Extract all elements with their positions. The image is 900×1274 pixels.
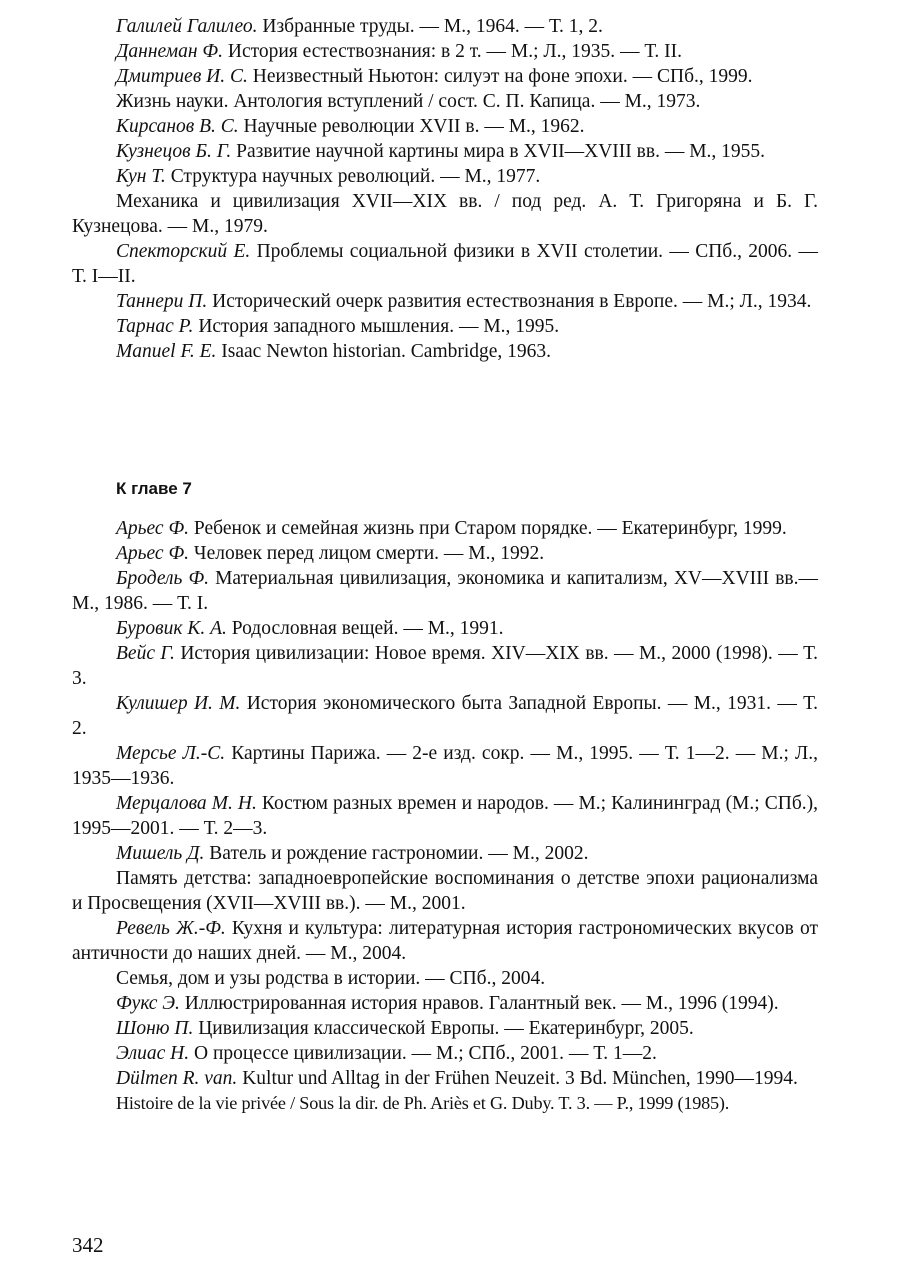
- entry-text: История естествознания: в 2 т. — М.; Л., 1935. — Т. II.: [222, 41, 682, 62]
- bibliography-entry: [72, 516, 818, 541]
- entry-text: История экономического быта Западной Европы. — М., 1931. — Т. 2.: [72, 693, 818, 739]
- entry-author: Кирсанов В. С.: [116, 116, 239, 137]
- entry-author: Мерсье Л.-С.: [116, 743, 226, 764]
- bibliography-entry: [72, 1016, 818, 1041]
- entry-author: Элиас Н.: [116, 1043, 190, 1064]
- entry-text: Kultur und Alltag in der Frühen Neuzeit. 3 Bd. München, 1990—1994.: [237, 1068, 798, 1089]
- entry-text: О процессе цивилизации. — М.; СПб., 2001. — Т. 1—2.: [189, 1043, 657, 1064]
- entry-author: Кузнецов Б. Г.: [116, 141, 232, 162]
- bibliography-entry: [72, 691, 818, 741]
- entry-author: Арьес Ф.: [116, 543, 190, 564]
- entry-text: Костюм разных времен и народов. — М.; Калининград (М.; СПб.), 1995—2001. — Т. 2—3.: [72, 793, 818, 839]
- entry-text: Иллюстрированная история нравов. Галантный век. — М., 1996 (1994).: [179, 993, 779, 1014]
- entry-author: Спекторский Е.: [116, 241, 251, 262]
- entry-text: Жизнь науки. Антология вступлений / сост. С. П. Капица. — М., 1973.: [116, 91, 701, 112]
- entry-author: Шоню П.: [116, 1018, 194, 1039]
- entry-text: Материальная цивилизация, экономика и капитализм, XV—XVIII вв.— М., 1986. — Т. I.: [72, 568, 818, 614]
- bibliography-entry: [72, 1041, 818, 1066]
- bibliography-entry: [72, 566, 818, 616]
- entry-text: Человек перед лицом смерти. — М., 1992.: [189, 543, 545, 564]
- entry-text: Ватель и рождение гастрономии. — М., 2002.: [204, 843, 589, 864]
- entry-text: Цивилизация классической Европы. — Екатеринбург, 2005.: [193, 1018, 694, 1039]
- bibliography-entry: [72, 541, 818, 566]
- entry-author: Галилей Галилео.: [116, 16, 258, 37]
- entry-author: Ревель Ж.-Ф.: [116, 918, 226, 939]
- entry-author: Фукс Э.: [116, 993, 180, 1014]
- page-number: 342: [72, 1233, 104, 1257]
- bibliography-entry: [72, 89, 818, 114]
- bibliography-entry: [72, 139, 818, 164]
- entry-author: Вейс Г.: [116, 643, 175, 664]
- entry-author: Dülmen R. van.: [116, 1068, 238, 1089]
- bibliography-entry: [72, 1091, 818, 1116]
- entry-author: Дмитриев И. С.: [116, 66, 248, 87]
- bibliography-entry: [72, 841, 818, 866]
- bibliography-entry: [72, 916, 818, 966]
- bibliography-entry: [72, 791, 818, 841]
- entry-text: Картины Парижа. — 2-е изд. сокр. — М., 1995. — Т. 1—2. — М.; Л., 1935—1936.: [72, 743, 818, 789]
- bibliography-entry: [72, 991, 818, 1016]
- bibliography-entry: [72, 616, 818, 641]
- bibliography-entry: [72, 114, 818, 139]
- bibliography-entry: [72, 189, 818, 239]
- entry-text: Развитие научной картины мира в XVII—XVIII вв. — М., 1955.: [231, 141, 766, 162]
- bibliography-entry: [72, 14, 818, 39]
- bibliography-entry: [72, 289, 818, 314]
- entry-author: Арьес Ф.: [116, 518, 190, 539]
- entry-text: Isaac Newton historian. Cambridge, 1963.: [216, 341, 552, 362]
- entry-text: Исторический очерк развития естествознания в Европе. — М.; Л., 1934.: [207, 291, 812, 312]
- entry-author: Мерцалова М. Н.: [116, 793, 257, 814]
- entry-text: Проблемы социальной физики в XVII столетии. — СПб., 2006. — Т. I—II.: [72, 241, 819, 287]
- entry-author: Бродель Ф.: [116, 568, 210, 589]
- bibliography-entry: [72, 314, 818, 339]
- bibliography-entry: [72, 866, 818, 916]
- bibliography-entry: [72, 741, 818, 791]
- bibliography-list-top: [72, 14, 818, 364]
- bibliography-entry: [72, 64, 818, 89]
- entry-author: Тарнас Р.: [116, 316, 194, 337]
- entry-text: Механика и цивилизация XVII—XIX вв. / под ред. А. Т. Григоряна и Б. Г. Кузнецова. — М., 1979.: [72, 191, 818, 237]
- section-heading: К главе 7: [116, 479, 192, 498]
- bibliography-list-chapter-7: [72, 516, 818, 1116]
- bibliography-entry: [72, 339, 818, 364]
- entry-text: Структура научных революций. — М., 1977.: [165, 166, 541, 187]
- entry-text: Кухня и культура: литературная история гастрономических вкусов от античности до наших дней. — М., 2004.: [72, 918, 818, 964]
- bibliography-entry: [72, 164, 818, 189]
- entry-author: Буровик К. А.: [116, 618, 227, 639]
- bibliography-entry: [72, 39, 818, 64]
- entry-author: Таннери П.: [116, 291, 208, 312]
- entry-author: Кулишер И. М.: [116, 693, 241, 714]
- entry-text: Неизвестный Ньютон: силуэт на фоне эпохи. — СПб., 1999.: [247, 66, 753, 87]
- entry-author: Мишель Д.: [116, 843, 205, 864]
- bibliography-entry: [72, 239, 818, 289]
- entry-text: Histoire de la vie privée / Sous la dir. de Ph. Ariès et G. Duby. T. 3. — P., 1999 (1985).: [116, 1093, 730, 1113]
- entry-text: История западного мышления. — М., 1995.: [193, 316, 560, 337]
- entry-author: Даннеман Ф.: [116, 41, 223, 62]
- entry-text: Семья, дом и узы родства в истории. — СПб., 2004.: [116, 968, 546, 989]
- bibliography-entry: [72, 966, 818, 991]
- entry-text: Научные революции XVII в. — М., 1962.: [238, 116, 585, 137]
- entry-text: Избранные труды. — М., 1964. — Т. 1, 2.: [257, 16, 603, 37]
- entry-text: Память детства: западноевропейские воспоминания о детстве эпохи рационализма и Просвещения (XVII—XVIII вв.). — М., 2001.: [72, 868, 818, 914]
- bibliography-entry: [72, 641, 818, 691]
- entry-author: Manuel F. E.: [116, 341, 217, 362]
- bibliography-entry: [72, 1066, 818, 1091]
- entry-text: Ребенок и семейная жизнь при Старом порядке. — Екатеринбург, 1999.: [189, 518, 787, 539]
- entry-text: История цивилизации: Новое время. XIV—XIX вв. — М., 2000 (1998). — Т. 3.: [72, 643, 818, 689]
- entry-text: Родословная вещей. — М., 1991.: [226, 618, 504, 639]
- entry-author: Кун Т.: [116, 166, 166, 187]
